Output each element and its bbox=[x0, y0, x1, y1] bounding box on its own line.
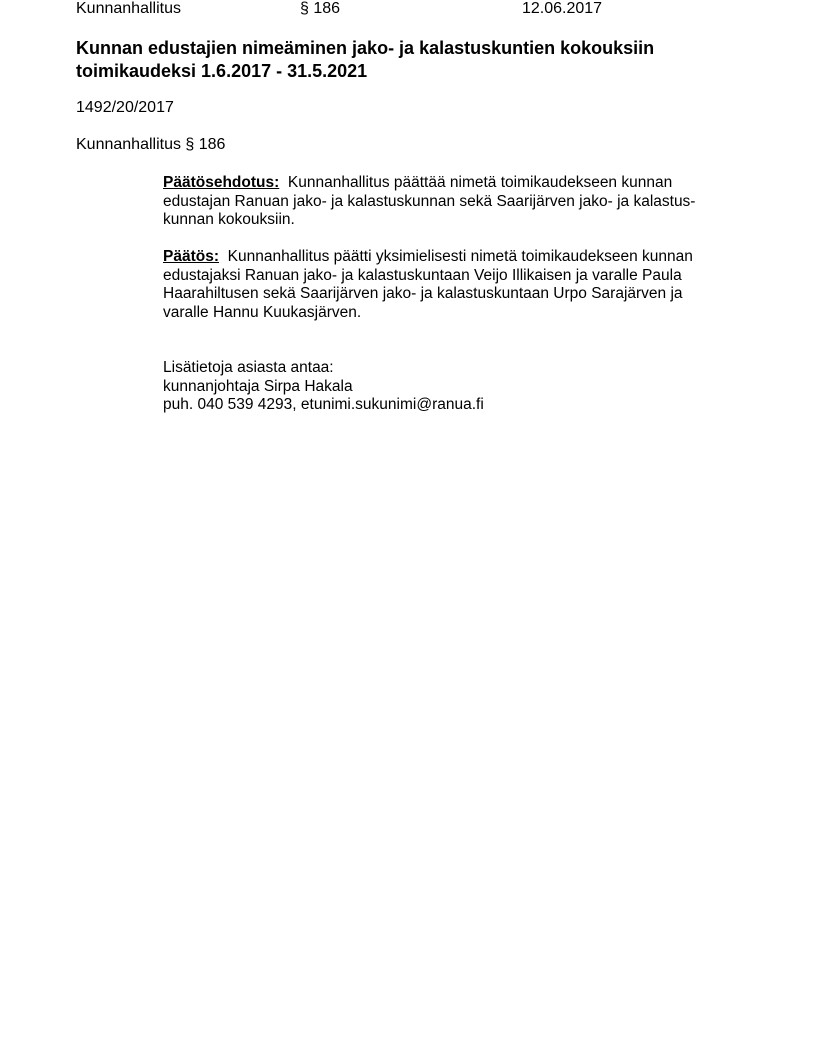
decision bbox=[163, 248, 723, 322]
decision-text: Kunnanhallitus päätti yksimielisesti nimetä toimikaudekseen kunnan edustajaksi Ranuan jako- ja kalastuskuntaan Veijo Illikaisen ja varalle Paula Haarahiltusen sekä Saarijärven jako- ja kalastuskuntaan Urpo Sarajärven ja varalle Hannu Kuukasjärven. bbox=[163, 248, 693, 321]
proposal-text: Kunnanhallitus päättää nimetä toimikaudekseen kunnan edustajan Ranuan jako- ja kalastuskunnan sekä Saarijärven jako- ja kalastus-kunnan kokouksiin. bbox=[163, 174, 696, 228]
contact-intro: Lisätietoja asiasta antaa: bbox=[163, 359, 334, 376]
decision-label: Päätös: bbox=[163, 248, 219, 265]
contact-person: kunnanjohtaja Sirpa Hakala bbox=[163, 377, 353, 395]
contact-info bbox=[163, 359, 484, 415]
document-header bbox=[76, 0, 776, 20]
proposal-label: Päätösehdotus: bbox=[163, 174, 280, 191]
header-body-name: Kunnanhallitus bbox=[76, 0, 181, 17]
diary-number: 1492/20/2017 bbox=[76, 99, 174, 116]
header-meeting-date: 12.06.2017 bbox=[522, 0, 603, 17]
section-reference: Kunnanhallitus § 186 bbox=[76, 136, 226, 153]
document-title: Kunnan edustajien nimeäminen jako- ja kalastuskuntien kokouksiin toimikaudeksi 1.6.2017 - 31.5.2021 bbox=[76, 38, 655, 81]
contact-details: puh. 040 539 4293, etunimi.sukunimi@ranua.fi bbox=[163, 396, 484, 413]
header-section-number: § 186 bbox=[300, 0, 341, 17]
decision-proposal bbox=[163, 174, 723, 230]
